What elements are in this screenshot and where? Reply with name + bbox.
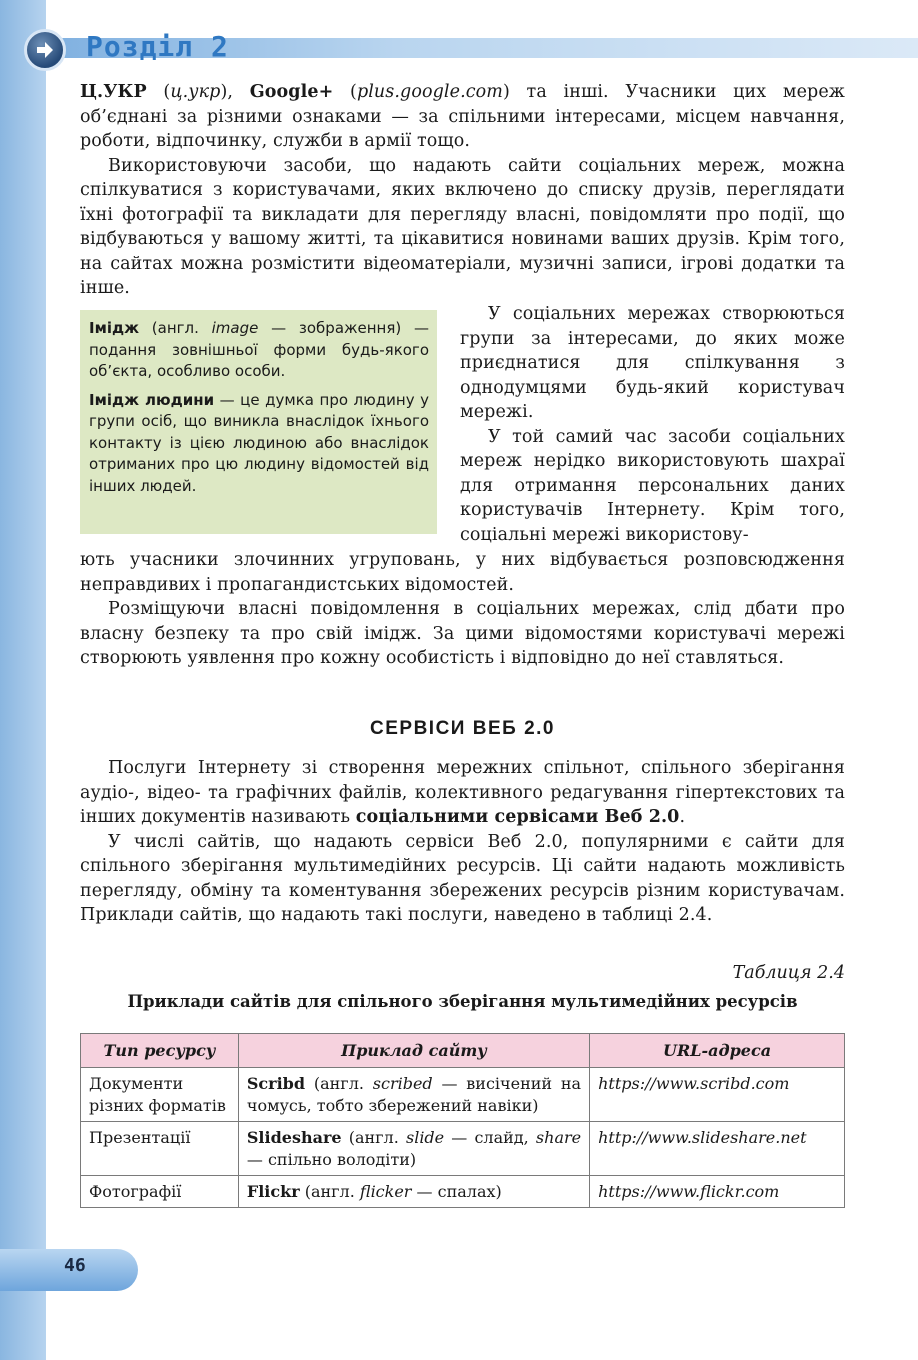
cell-url[interactable]: https://www.scribd.com [590, 1068, 845, 1122]
side-margin-strip [0, 0, 46, 1360]
definition-person-image [89, 390, 429, 498]
top-text-block [80, 80, 845, 301]
cell-type: Фотографії [81, 1176, 239, 1208]
web20-text-block [80, 756, 845, 928]
site-note-a: (англ. [305, 1074, 373, 1093]
header-resource-type: Тип ресурсу [81, 1034, 239, 1068]
paragraph-fraud-continued: ють учасники злочинних угруповань, у них відбувається розповсюдження неправдивих і пропагандистських відомостей. [80, 550, 845, 595]
term-person-image-text: — це думка про людину у групи осіб, що виникла внаслідок їхнього контакту із цією людиною або внаслідок отриманих про цю людину відомостей від інших людей. [89, 390, 429, 495]
site-note-en: flicker [359, 1182, 412, 1201]
right-column-text [460, 302, 845, 547]
brand-cukr: Ц.УКР [80, 82, 147, 102]
site-note-a: (англ. [299, 1182, 360, 1201]
page-number: 46 [64, 1255, 86, 1276]
term-person-image: Імідж людини [89, 390, 215, 409]
paragraph-networks: Ц.УКР (ц.укр), Google+ (plus.google.com) та інші. Учасники цих мереж об’єднані за різними ознаками — за спільними інтересами, місцем навчання, роботи, відпочинку, служби в армії тощо. [80, 82, 846, 151]
site-note-a: (англ. [341, 1128, 406, 1147]
subheading-web20: СЕРВІСИ ВЕБ 2.0 [370, 718, 555, 739]
paragraph-groups: У соціальних мережах створюються групи за інтересами, до яких може приєднатися для спілкування з однодумцями будь-який користувач мережі. [460, 304, 845, 422]
paragraph-security: Розміщуючи власні повідомлення в соціальних мережах, слід дбати про власну безпеку та про свій імідж. За цими відомостями користувачі мережі створюють уявлення про кожну особистість і відповідно до неї ставляться. [80, 599, 845, 668]
cell-site [238, 1122, 589, 1176]
table-row [81, 1068, 845, 1122]
site-note-en: slide [405, 1128, 445, 1147]
table-row [81, 1122, 845, 1176]
site-note-b: — спалах) [411, 1182, 502, 1201]
site-note-b: — висічений на чомусь, тобто збережений навіки) [246, 1074, 582, 1115]
definition-box [80, 310, 437, 534]
term-social-services: соціальними сервісами Веб 2.0 [355, 807, 680, 827]
cell-site [238, 1068, 589, 1122]
table-header-row [81, 1034, 845, 1068]
paragraph-web20-definition [80, 756, 845, 830]
definition-image [89, 318, 429, 383]
cell-url[interactable]: http://www.slideshare.net [590, 1122, 845, 1176]
table-caption: Таблиця 2.4 [732, 963, 845, 983]
site-name: Scribd [246, 1074, 306, 1093]
site-name: Slideshare [246, 1128, 342, 1147]
cell-url[interactable]: https://www.flickr.com [590, 1176, 845, 1208]
middle-text-block [80, 548, 845, 671]
site-note-en: scribed [372, 1074, 433, 1093]
term-image-note-b: — зображення) — подання зовнішньої форми будь-якого об’єкта, особливо особи. [89, 319, 429, 380]
paragraph-using-tools: Використовуючи засоби, що надають сайти соціальних мереж, можна спілкуватися з користувачами, яких включено до списку друзів, переглядати їхні фотографії та викладати для перегляду власні, повідомляти про події, що відбуваються у вашому житті, та цікавитися новинами ваших друзів. Крім того, на сайтах можна розмістити відеоматеріали, музичні записи, ігрові додатки та інше. [80, 155, 845, 298]
cell-site [238, 1176, 589, 1208]
cell-type: Документи різних форматів [81, 1068, 239, 1122]
table-title: Приклади сайтів для спільного зберігання мультимедійних ресурсів [127, 992, 798, 1011]
term-image: Імідж [89, 319, 140, 337]
cell-type: Презентації [81, 1122, 239, 1176]
paragraph-fraud: У той самий час засоби соціальних мереж нерідко використовують шахраї для отримання персональних даних користувачів Інтернету. Крім того, соціальні мережі використову- [460, 426, 845, 545]
site-note-c: — спільно володіти) [246, 1150, 417, 1169]
section-title: Розділ 2 [86, 30, 229, 63]
url-cukr: ц.укр [170, 82, 221, 102]
header-site-example: Приклад сайту [238, 1034, 589, 1068]
header-url: URL-адреса [590, 1034, 845, 1068]
site-note-b: — слайд, [444, 1128, 536, 1147]
brand-google-plus: Google+ [249, 82, 334, 102]
arrow-glyph [34, 39, 56, 61]
resource-sites-table [80, 1033, 845, 1208]
arrow-right-icon [24, 29, 66, 71]
table-row [81, 1176, 845, 1208]
term-image-en: image [211, 319, 259, 337]
site-note-en2: share [535, 1128, 582, 1147]
term-image-note-a: (англ. [139, 319, 212, 337]
paragraph-networks-rest: та інші. Учасники цих мереж об’єднані за різними ознаками — за спільними інтересами, місцем навчання, роботи, відпочинку, служби в армії тощо. [80, 82, 846, 151]
url-google-plus: plus.google.com [356, 82, 503, 102]
paragraph-web20-end: . [679, 807, 686, 827]
paragraph-multimedia-sites: У числі сайтів, що надають сервіси Веб 2.0, популярними є сайти для спільного зберігання мультимедійних ресурсів. Ці сайти надають можливість перегляду, обміну та коментування збережених ресурсів різним користувачам. Приклади сайтів, що надають такі послуги, наведено в таблиці 2.4. [80, 831, 845, 925]
site-name: Flickr [246, 1182, 300, 1201]
paragraph-web20-text: Послуги Інтернету зі створення мережних спільнот, спільного зберігання аудіо-, відео- та графічних файлів, колективного редагування гіпертекстових та інших документів називають [80, 758, 845, 827]
